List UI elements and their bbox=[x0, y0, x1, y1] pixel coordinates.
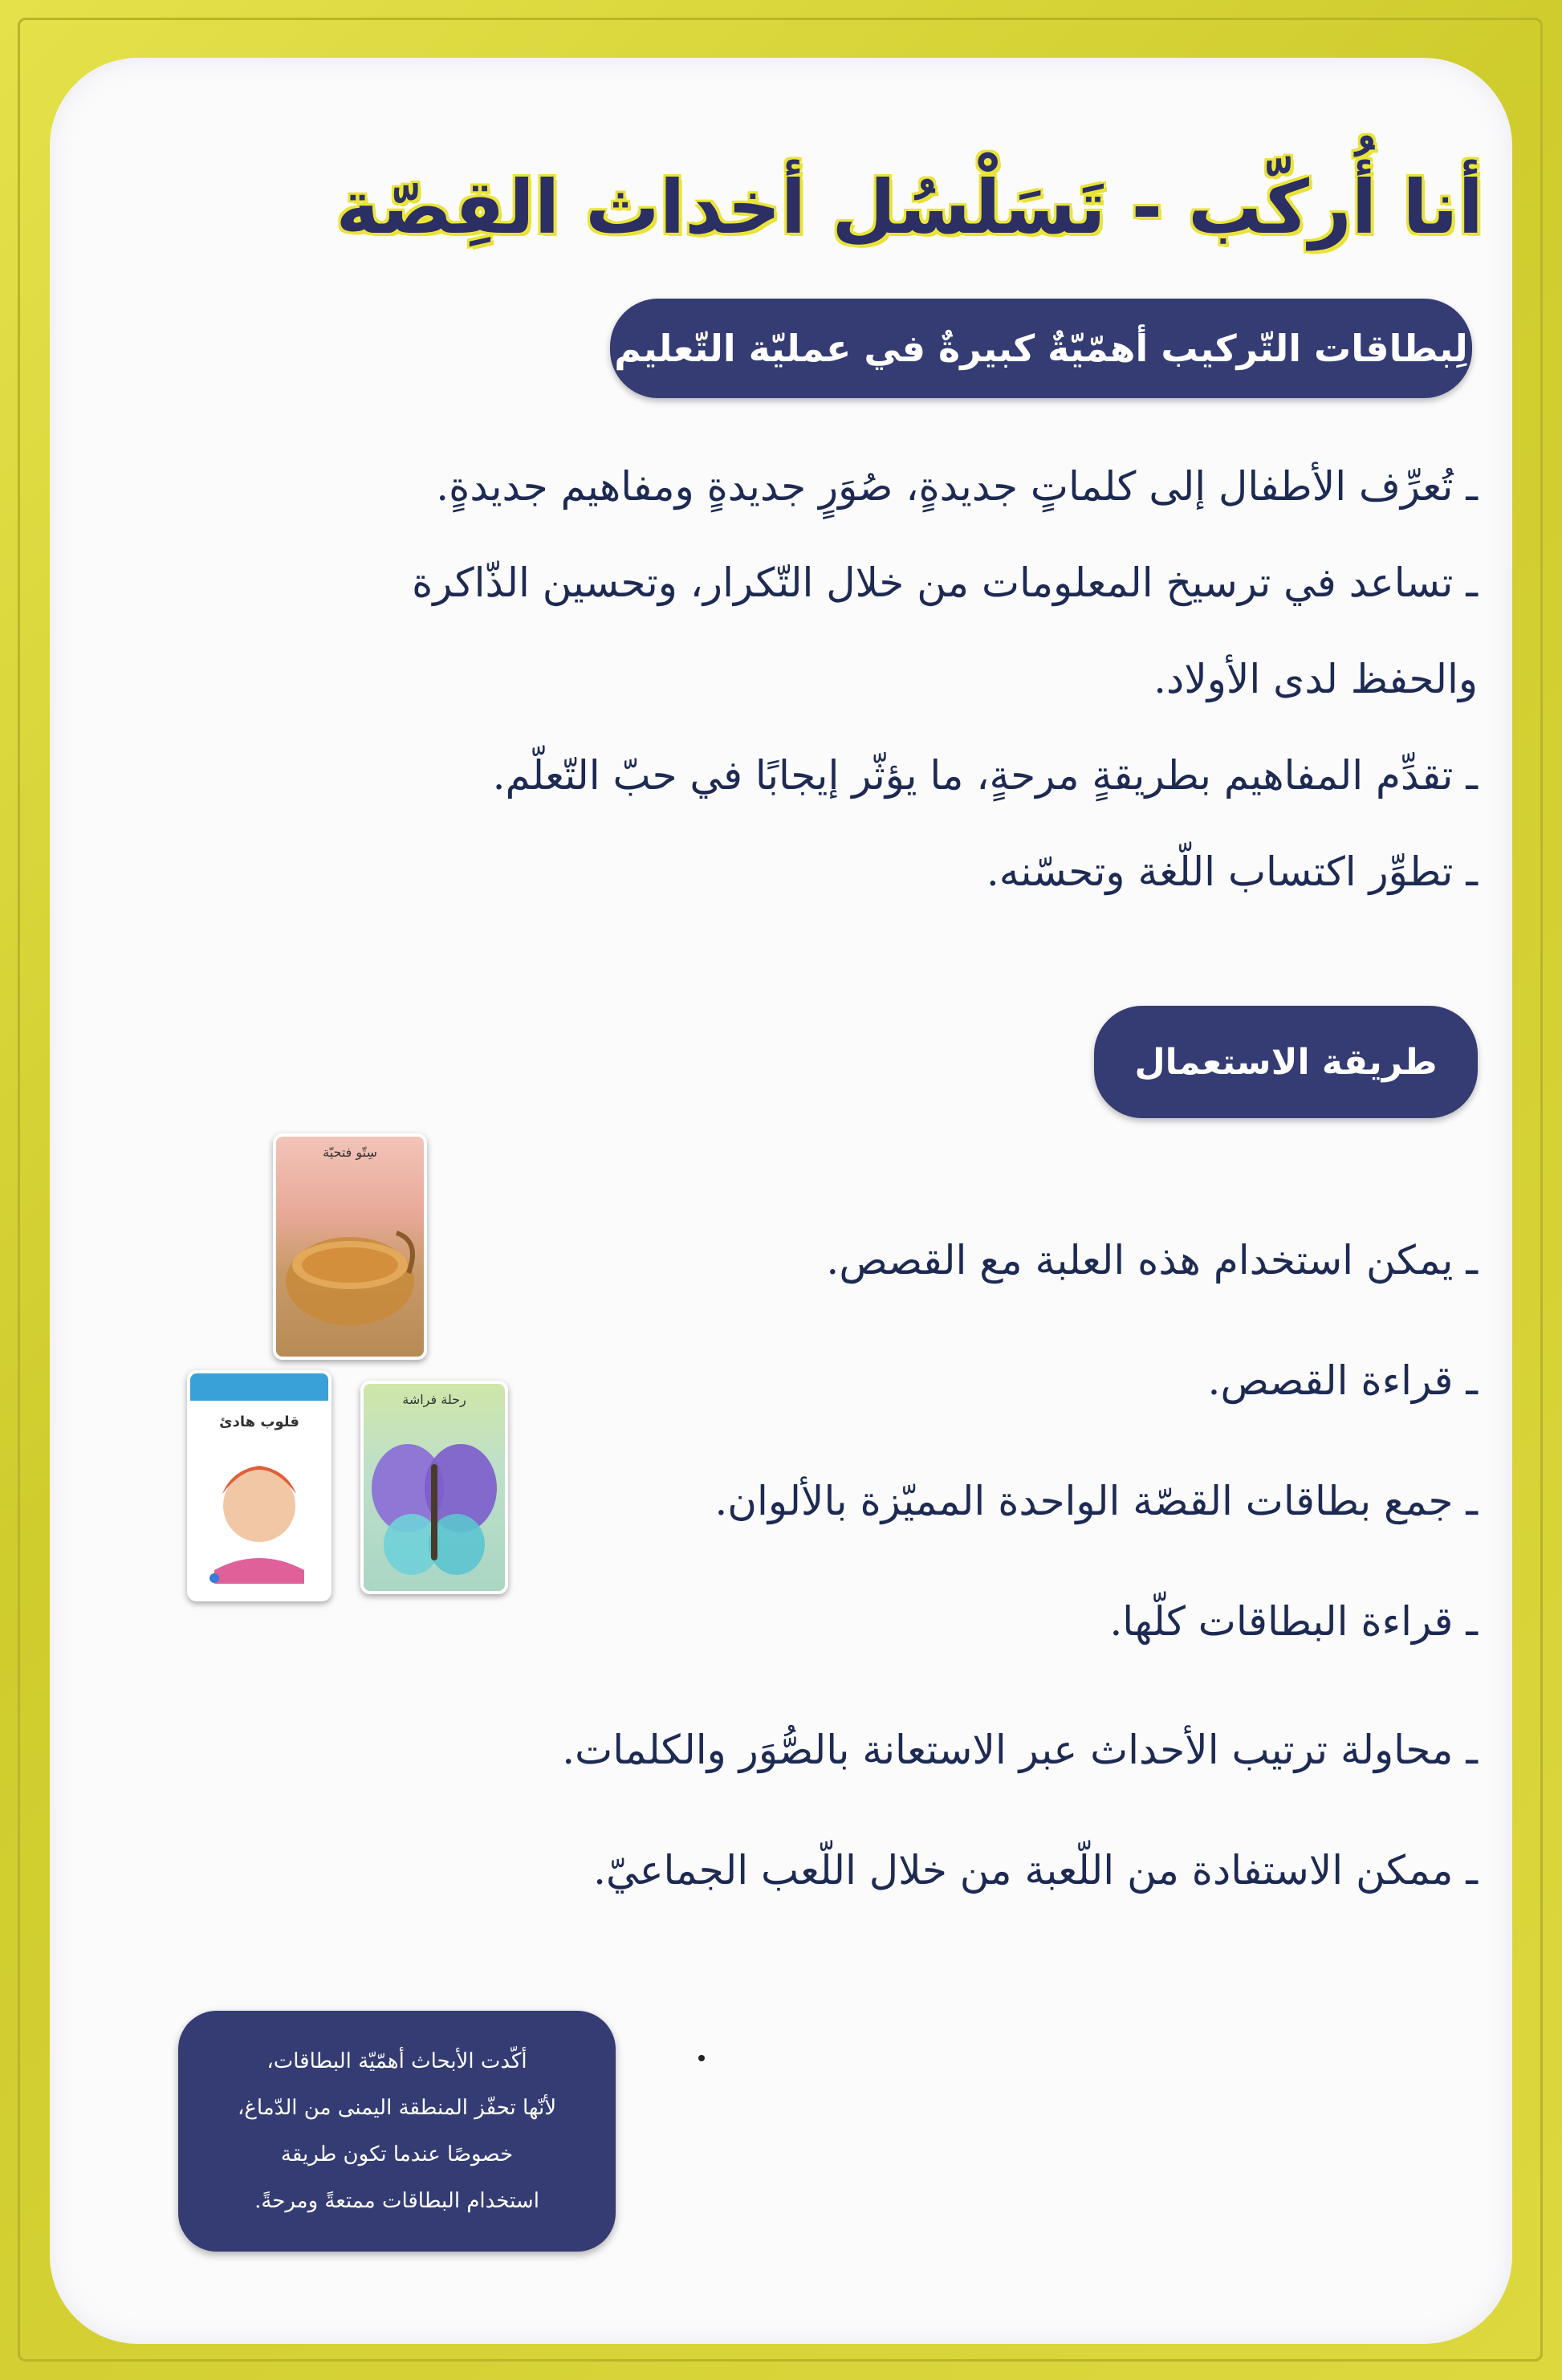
list-item: ـ قراءة القصص. bbox=[1207, 1357, 1478, 1404]
book-cover-butterfly bbox=[360, 1381, 508, 1594]
child-illustration bbox=[190, 1373, 328, 1598]
note-line: لأنّها تحفّز المنطقة اليمنى من الدّماغ، bbox=[237, 2096, 557, 2120]
book-cover-title: قلوب هادئ bbox=[219, 1414, 299, 1430]
list-item: ـ جمع بطاقات القصّة الواحدة المميّزة بالألوان. bbox=[714, 1478, 1478, 1524]
note-line: أكّدت الأبحاث أهمّيّة البطاقات، bbox=[266, 2049, 527, 2073]
intro-banner: لِبطاقات التّركيب أهمّيّةٌ كبيرةٌ في عمليّة التّعليم bbox=[610, 299, 1472, 398]
print-dot bbox=[698, 2055, 705, 2061]
research-note bbox=[178, 2011, 616, 2252]
list-item: ـ محاولة ترتيب الأحداث عبر الاستعانة بالصُّوَر والكلمات. bbox=[562, 1727, 1478, 1773]
page-title: أنا أُركّب - تَسَلْسُل أخداث القِصّة bbox=[336, 165, 1483, 250]
list-item: ـ ممكن الاستفادة من اللّعبة من خلال اللّعب الجماعيّ. bbox=[593, 1847, 1478, 1894]
list-item: ـ تقدِّم المفاهيم بطريقةٍ مرحةٍ، ما يؤثّر إيجابًا في حبّ التّعلّم. bbox=[492, 752, 1478, 799]
list-item: والحفظ لدى الأولاد. bbox=[1153, 656, 1478, 702]
book-cover-title: رحلة فراشة bbox=[402, 1392, 466, 1407]
soup-bowl-illustration bbox=[276, 1137, 424, 1357]
list-item: ـ قراءة البطاقات كلّها. bbox=[1109, 1598, 1478, 1645]
usage-banner: طريقة الاستعمال bbox=[1094, 1006, 1478, 1118]
list-item: ـ تُعرِّف الأطفال إلى كلماتٍ جديدةٍ، صُوَرٍ جديدةٍ ومفاهيم جديدةٍ. bbox=[436, 463, 1478, 510]
book-cover-soup bbox=[273, 1133, 427, 1360]
list-item: ـ تساعد في ترسيخ المعلومات من خلال التّكرار، وتحسين الذّاكرة bbox=[412, 559, 1478, 606]
butterfly-illustration bbox=[364, 1384, 505, 1591]
note-line: خصوصًا عندما تكون طريقة bbox=[280, 2142, 514, 2166]
list-item: ـ يمكن استخدام هذه العلبة مع القصص. bbox=[826, 1237, 1478, 1284]
book-cover-title: سِتّو فتحيّة bbox=[323, 1145, 377, 1160]
note-line: استخدام البطاقات ممتعةً ومرحةً. bbox=[254, 2189, 539, 2213]
content-card bbox=[50, 58, 1512, 2344]
list-item: ـ تطوِّر اكتساب اللّغة وتحسّنه. bbox=[986, 848, 1478, 895]
book-cover-child bbox=[187, 1370, 332, 1601]
